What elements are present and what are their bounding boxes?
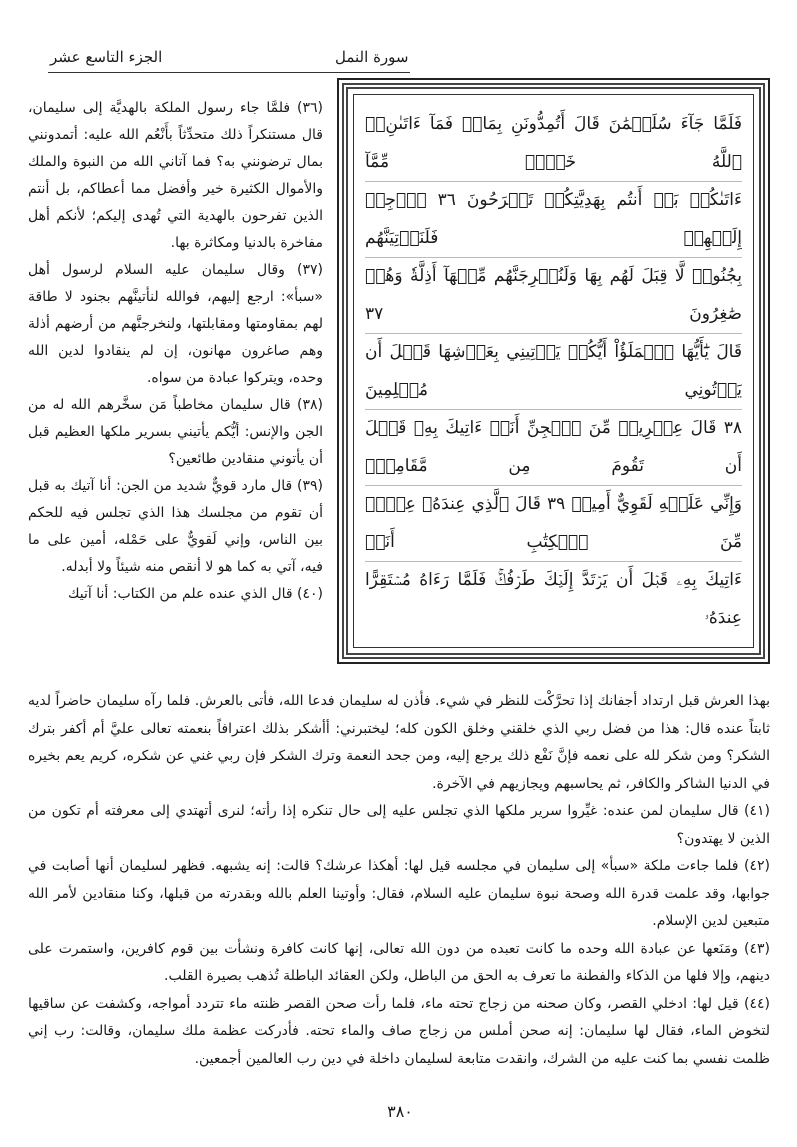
tafsir-side-column <box>28 95 323 665</box>
tafsir-paragraph: (٣٦) فلمَّا جاء رسول الملكة بالهديَّة إلى سليمان، قال مستنكراً ذلك متحدِّثاً بأَنْعُم الله عليه: أتمدونني بمال ترضونني به؟ فما آتاني الله من النبوة والملك والأموال الكثيرة خير وأفضل مما أعطاكم، بل أنتم الذين تفرحون بالهدية التي تُهدى إليكم؛ لأنكم أهل مفاخرة بالدنيا ومكاثرة بها. <box>28 100 323 251</box>
tafsir-full-width <box>28 688 770 1083</box>
mushaf-frame <box>337 78 770 664</box>
tafsir-paragraph: (٤٤) قيل لها: ادخلي القصر، وكان صحنه من زجاج تحته ماء، فلما رأت صحن القصر ظنته ماء تتردد أمواجه، وكشفت عن ساقيها لتخوض الماء، فقال لها سليمان: إنه صحن أملس من زجاج صاف والماء تحته. فأدركت عظمة ملك سليمان، وقالت: رب إني ظلمت نفسي بما كنت عليه من الشرك، وانقدت متابعة لسليمان داخلة في دين رب العالمين أجمعين. <box>28 995 770 1067</box>
tafsir-paragraph: (٤٣) ومَنَعها عن عبادة الله وحده ما كانت تعبده من دون الله تعالى، إنها كانت كافرة ونشأت بين قوم كافرين، واستمرت على دينهم، وإلا فلها من الذكاء والفطنة ما تعرف به الحق من الباطل، ولكن العقائد الباطلة تُذهب بصيرة القلب. <box>28 940 770 984</box>
tafsir-paragraph: (٤٠) قال الذي عنده علم من الكتاب: أنا آتيك <box>67 586 323 602</box>
tafsir-paragraph: (٣٩) قال مارد قويٌّ شديد من الجن: أنا آتيك به قبل أن تقوم من مجلسك هذا الذي تجلس فيه للحكم بين الناس، وإني لَقويٌّ على حَمْله، أمين على ما فيه، آتي به كما هو لا أنقص منه شيئاً ولا أبدله. <box>28 478 323 575</box>
tafsir-paragraph: (٤٢) فلما جاءت ملكة «سبأ» إلى سليمان في مجلسه قيل لها: أهكذا عرشك؟ قالت: إنه يشبهه. فظهر لسليمان أنها أصابت في جوابها، وقد علمت قدرة الله وصحة نبوة سليمان عليه السلام، فقال: وأوتينا العلم بالله وبقدرته من قبلها، وكنا منقادين لأمر الله متبعين لدين الإسلام. <box>28 858 770 929</box>
quran-line: ءَاتِيكَ بِهِۦ قَبۡلَ أَن يَرۡتَدَّ إِلَيۡكَ طَرۡفُكَۚ فَلَمَّا رَءَاهُ مُسۡتَقِرًّا عِندَهُۥ <box>365 562 742 636</box>
quran-line: وَإِنِّي عَلَيۡهِ لَقَوِيٌّ أَمِينٞ ٣٩ قَالَ ٱلَّذِي عِندَهُۥ عِلۡمٞ مِّنَ ٱلۡكِتَٰبِ أَنَا۠ <box>365 486 742 562</box>
quran-line: فَلَمَّا جَآءَ سُلَيۡمَٰنَ قَالَ أَتُمِدُّونَنِ بِمَالٖ فَمَآ ءَاتَىٰنِۦَ ٱللَّهُ خَيۡرٞ مِّمَّآ <box>365 106 742 182</box>
page-number: ٣٨٠ <box>387 1102 413 1121</box>
quran-line: بِجُنُودٖ لَّا قِبَلَ لَهُم بِهَا وَلَنُخۡرِجَنَّهُم مِّنۡهَآ أَذِلَّةٗ وَهُمۡ صَٰغِرُونَ ٣٧ <box>365 258 742 334</box>
tafsir-paragraph: (٤١) قال سليمان لمن عنده: غيِّروا سرير ملكها الذي تجلس عليه إلى حال تنكره إذا رأته؛ لنرى أتهتدي إلى معرفته أم تكون من الذين لا يهتدون؟ <box>28 803 770 847</box>
header-divider <box>48 72 410 73</box>
tafsir-paragraph: (٣٨) قال سليمان مخاطباً مَن سخَّرهم الله له من الجن والإنس: أيُّكم يأتيني بسرير ملكها العظيم قبل أن يأتوني منقادين طائعين؟ <box>28 397 323 467</box>
tafsir-paragraph: (٣٧) وقال سليمان عليه السلام لرسول أهل «سبأ»: ارجع إليهم، فوالله لنأتينَّهم بجنود لا طاقة لهم بمقاومتها ومقابلتها، ولنخرجنَّهم من أرضهم أذلة وهم صاغرون مهانون، إن لم ينقادوا لدين الله وحده، ويتركوا عبادة من سواه. <box>28 262 323 386</box>
quran-line: قَالَ يَٰٓأَيُّهَا ٱلۡمَلَؤُاْ أَيُّكُمۡ يَأۡتِينِي بِعَرۡشِهَا قَبۡلَ أَن يَأۡتُونِي مُسۡلِمِينَ <box>365 334 742 410</box>
quran-line: ءَاتَىٰكُمۚ بَلۡ أَنتُم بِهَدِيَّتِكُمۡ تَفۡرَحُونَ ٣٦ ٱرۡجِعۡ إِلَيۡهِمۡ فَلَنَأۡتِيَنَّهُم <box>365 182 742 258</box>
quran-text <box>365 106 742 636</box>
surah-header: سورة النمل <box>335 48 409 66</box>
quran-line: ٣٨ قَالَ عِفۡرِيتٞ مِّنَ ٱلۡجِنِّ أَنَا۠ ءَاتِيكَ بِهِۦ قَبۡلَ أَن تَقُومَ مِن مَّقَامِكَۖ <box>365 410 742 486</box>
juz-header: الجزء التاسع عشر <box>50 48 163 66</box>
tafsir-paragraph: بهذا العرش قبل ارتداد أجفانك إذا تحرَّكْت للنظر في شيء. فأذن له سليمان فدعا الله، فأتى بالعرش. فلما رآه سليمان حاضراً لديه ثابتاً عنده قال: هذا من فضل ربي الذي خلقني وخلق الكون كله؛ ليختبرني: أأشكر بذلك اعترافاً بنعمته تعالى عليَّ أم أكفر بترك الشكر؟ ومن شكر لله على نعمه فإنَّ نَفْع ذلك يرجع إليه، ومن جحد النعمة وترك الشكر فإن ربي غني عن شكره، كريم يعم بخيره في الدنيا الشاكر والكافر، ثم يحاسبهم ويجازيهم في الآخرة. <box>28 693 770 792</box>
